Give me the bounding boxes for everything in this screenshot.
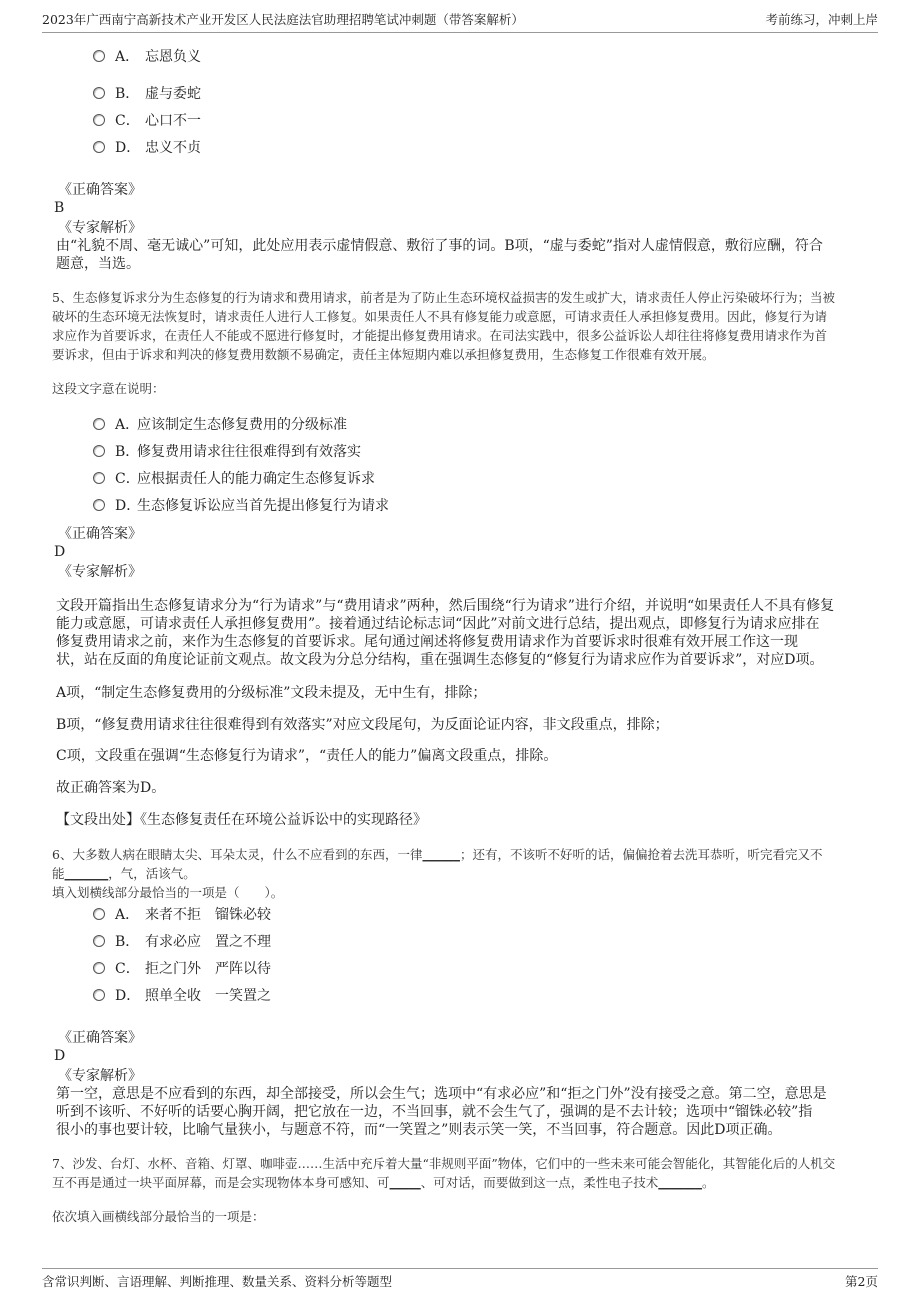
q5-option-d[interactable]: D．生态修复诉讼应当首先提出修复行为请求 bbox=[93, 496, 389, 516]
radio-icon[interactable] bbox=[93, 962, 105, 974]
q4-option-d[interactable]: D． 忠义不贞 bbox=[93, 138, 201, 158]
radio-icon[interactable] bbox=[93, 50, 105, 62]
q5-analysis-line-2: 能力或意愿，可请求责任人承担修复费用”。接着通过结论标志词“因此”对前文进行总结，提出观点，即修复行为请求应排在 bbox=[56, 616, 820, 632]
q5-prompt: 这段文字意在说明： bbox=[52, 381, 165, 396]
radio-icon[interactable] bbox=[93, 472, 105, 484]
page-number: 第2页 bbox=[845, 1274, 878, 1289]
q5-source: 【文段出处】《生态修复责任在环境公益诉讼中的实现路径》 bbox=[56, 812, 427, 828]
q6-stem-line-2: 能_______，气，活该气。 bbox=[52, 866, 196, 881]
footer-categories: 含常识判断、言语理解、判断推理、数量关系、资料分析等题型 bbox=[42, 1274, 393, 1289]
radio-icon[interactable] bbox=[93, 445, 105, 457]
q4-answer: B bbox=[54, 200, 65, 216]
q5-stem-line-1: 5、生态修复诉求分为生态修复的行为请求和费用请求，前者是为了防止生态环境权益损害的发生或扩大，请求责任人停止污染破坏行为；当被 bbox=[52, 290, 835, 305]
q5-stem-line-4: 要诉求，但由于诉求和判决的修复费用数额不易确定，责任主体短期内难以承担修复费用，生态修复工作很难有效开展。 bbox=[52, 347, 715, 362]
q7-blank-1: _____ bbox=[389, 1175, 421, 1190]
q5-analysis-option-b: B项，“修复费用请求往往很难得到有效落实”对应文段尾句，为反面论证内容，非文段重点，排除； bbox=[56, 717, 669, 733]
q5-option-b[interactable]: B．修复费用请求往往很难得到有效落实 bbox=[93, 442, 361, 462]
radio-icon[interactable] bbox=[93, 87, 105, 99]
radio-icon[interactable] bbox=[93, 114, 105, 126]
q5-analysis-line-3: 修复费用请求之前，来作为生态修复的首要诉求。尾句通过阐述将修复费用请求作为首要诉求时很难有效开展工作这一现 bbox=[56, 634, 798, 650]
q5-answer-label: 《正确答案》 bbox=[58, 526, 142, 542]
q4-analysis-line-1: 由“礼貌不周、毫无诚心”可知，此处应用表示虚情假意、敷衍了事的词。B项，“虚与委蛇”指对人虚情假意，敷衍应酬，符合 bbox=[56, 238, 823, 254]
page-footer bbox=[42, 1268, 878, 1291]
q6-blank-1: ______ bbox=[422, 847, 460, 862]
q5-option-a[interactable]: A．应该制定生态修复费用的分级标准 bbox=[93, 415, 347, 435]
q6-answer-label: 《正确答案》 bbox=[58, 1030, 142, 1046]
q4-option-a[interactable]: A． 忘恩负义 bbox=[93, 47, 201, 67]
q6-option-d[interactable]: D． 照单全收 一笑置之 bbox=[93, 986, 271, 1006]
q6-prompt: 填入划横线部分最恰当的一项是（ ）。 bbox=[52, 885, 284, 900]
q6-analysis-label: 《专家解析》 bbox=[58, 1068, 142, 1084]
q4-option-c[interactable]: C． 心口不一 bbox=[93, 111, 201, 131]
q5-conclusion: 故正确答案为D。 bbox=[56, 780, 166, 796]
q5-analysis-line-4: 状，站在反面的角度论证前文观点。故文段为分总分结构，重在强调生态修复的“修复行为请求应作为首要诉求”，对应D项。 bbox=[56, 652, 824, 668]
q6-analysis-line-2: 听到不该听、不好听的话要心胸开阔，把它放在一边，不当回事，就不会生气了，强调的是不去计较；选项中“镏铢必较”指 bbox=[56, 1104, 813, 1120]
radio-icon[interactable] bbox=[93, 418, 105, 430]
q4-option-b[interactable]: B． 虚与委蛇 bbox=[93, 84, 201, 104]
q4-analysis-label: 《专家解析》 bbox=[58, 220, 142, 236]
radio-icon[interactable] bbox=[93, 141, 105, 153]
radio-icon[interactable] bbox=[93, 989, 105, 1001]
document-title: 2023年广西南宁高新技术产业开发区人民法庭法官助理招聘笔试冲刺题（带答案解析） bbox=[42, 12, 524, 27]
q4-answer-label: 《正确答案》 bbox=[58, 182, 142, 198]
q6-blank-2: _______ bbox=[64, 866, 109, 881]
q5-stem-line-2: 破坏的生态环境无法恢复时，请求责任人进行人工修复。如果责任人不具有修复能力或意愿，可请求责任人承担修复费用。因此，修复行为请 bbox=[52, 309, 828, 324]
q7-stem-line-1: 7、沙发、台灯、水杯、音箱、灯罩、咖啡壶……生活中充斥着大量“非规则平面”物体，它们中的一些未来可能会智能化，其智能化后的人机交 bbox=[52, 1156, 836, 1171]
q5-analysis-option-a: A项，“制定生态修复费用的分级标准”文段未提及，无中生有，排除； bbox=[56, 685, 487, 701]
q6-option-c[interactable]: C． 拒之门外 严阵以待 bbox=[93, 959, 271, 979]
q6-option-b[interactable]: B． 有求必应 置之不理 bbox=[93, 932, 271, 952]
radio-icon[interactable] bbox=[93, 499, 105, 511]
q6-answer: D bbox=[54, 1048, 66, 1064]
q7-stem-line-2: 互不再是通过一块平面屏幕，而是会实现物体本身可感知、可_____、可对话，而要做到这一点，柔性电子技术_______。 bbox=[52, 1175, 715, 1190]
q7-blank-2: _______ bbox=[658, 1175, 703, 1190]
q5-analysis-label: 《专家解析》 bbox=[58, 564, 142, 580]
q7-prompt: 依次填入画横线部分最恰当的一项是： bbox=[52, 1209, 265, 1224]
radio-icon[interactable] bbox=[93, 935, 105, 947]
q6-stem-line-1: 6、大多数人病在眼睛太尖、耳朵太灵，什么不应看到的东西，一律______；还有，不该听不好听的话，偏偏抢着去洗耳恭听，听完看完又不 bbox=[52, 847, 823, 862]
page-header bbox=[42, 10, 878, 33]
q5-stem-line-3: 求应作为首要诉求，在责任人不能或不愿进行修复时，才能提出修复费用请求。在司法实践中，很多公益诉讼人却往往将修复费用请求作为首 bbox=[52, 328, 828, 343]
radio-icon[interactable] bbox=[93, 908, 105, 920]
header-slogan: 考前练习，冲刺上岸 bbox=[765, 12, 878, 27]
q5-analysis-option-c: C项，文段重在强调“生态修复行为请求”，“责任人的能力”偏离文段重点，排除。 bbox=[56, 748, 558, 764]
q5-answer: D bbox=[54, 544, 66, 560]
q6-option-a[interactable]: A． 来者不拒 镏铢必较 bbox=[93, 905, 271, 925]
q6-analysis-line-3: 很小的事也要计较，比喻气量狭小，与题意不符，而“一笑置之”则表示笑一笑，不当回事，符合题意。因此D项正确。 bbox=[56, 1122, 782, 1138]
q6-analysis-line-1: 第一空，意思是不应看到的东西，却全部接受，所以会生气；选项中“有求必应”和“拒之门外”没有接受之意。第二空，意思是 bbox=[56, 1086, 827, 1102]
q5-option-c[interactable]: C．应根据责任人的能力确定生态修复诉求 bbox=[93, 469, 375, 489]
q4-analysis-line-2: 题意，当选。 bbox=[56, 256, 140, 272]
q5-analysis-line-1: 文段开篇指出生态修复请求分为“行为请求”与“费用请求”两种，然后围绕“行为请求”进行介绍，并说明“如果责任人不具有修复 bbox=[56, 598, 835, 614]
